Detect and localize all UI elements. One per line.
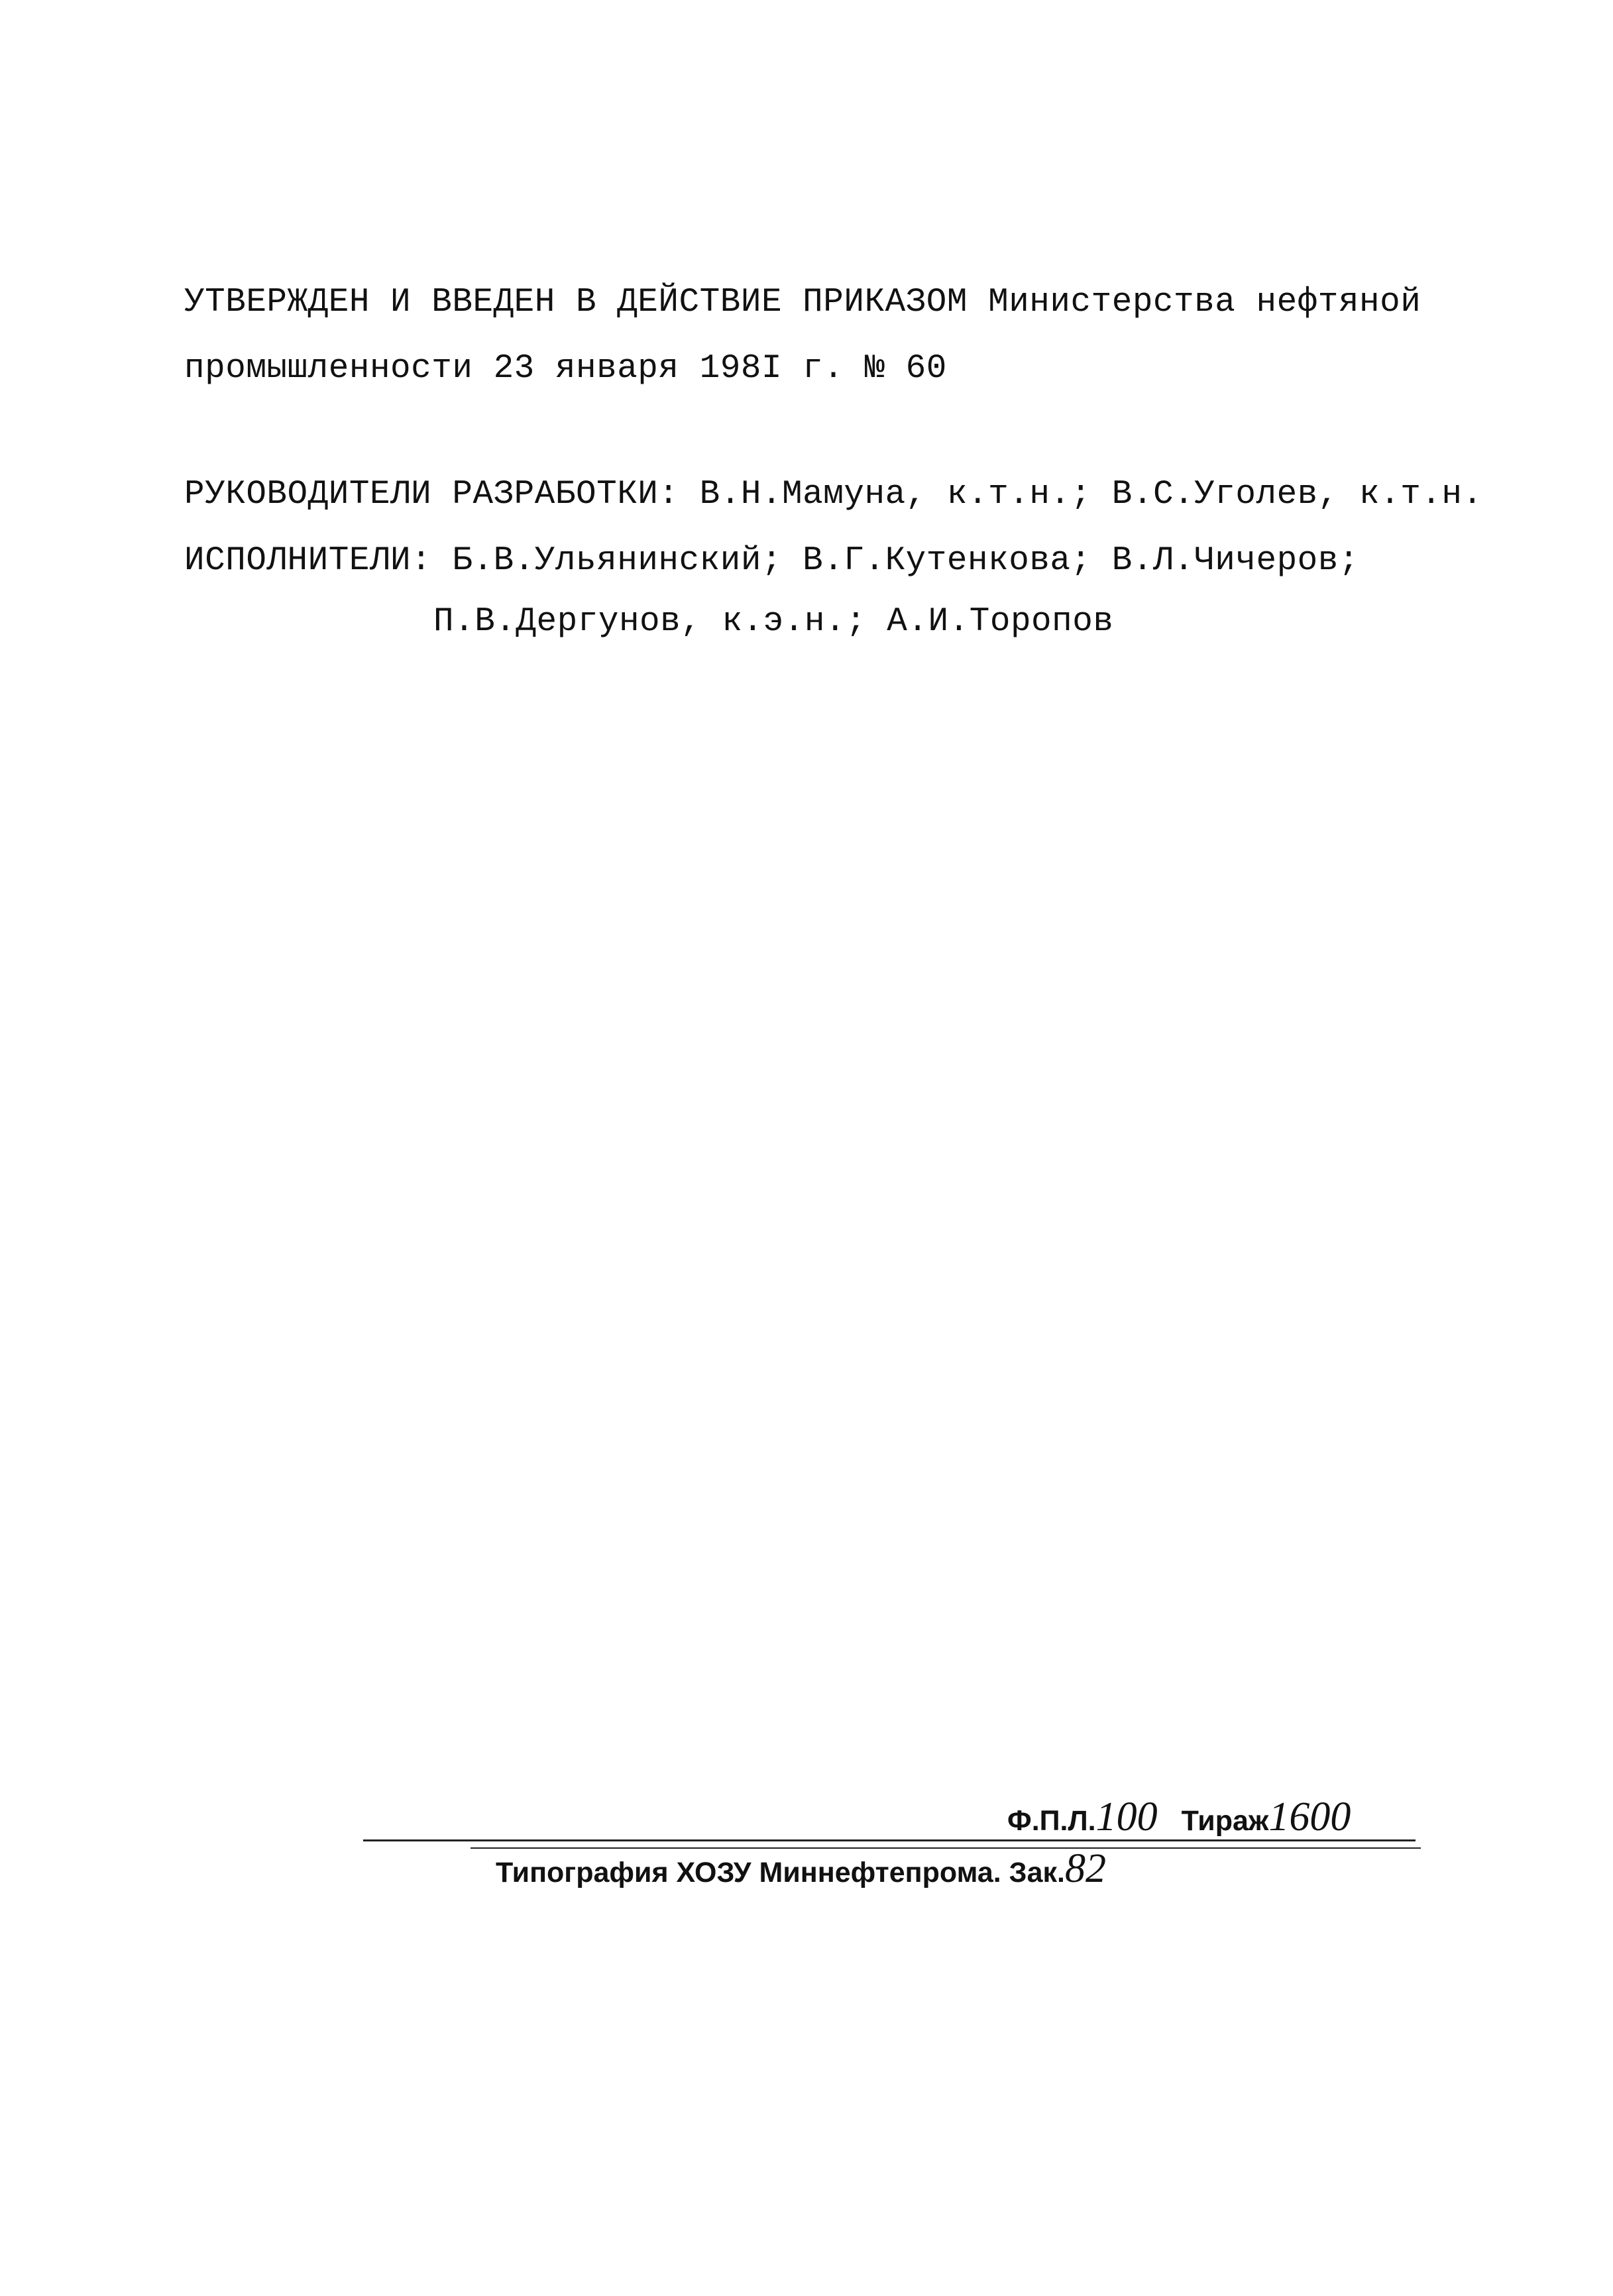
print-stats [1007,1794,1351,1841]
approval-line-1: УТВЕРЖДЕН И ВВЕДЕН В ДЕЙСТВИЕ ПРИКАЗОМ Министерства нефтяной [184,284,1421,321]
sheets-value: 100 [1095,1794,1158,1839]
order-number: 82 [1064,1846,1106,1891]
print-run-value: 1600 [1268,1794,1351,1839]
executors-names-line-2: П.В.Дергунов, к.э.н.; А.И.Торопов [433,603,1114,641]
approval-line-2: промышленности 23 января 198I г. № 60 [184,350,947,388]
printing-house-label: Типография ХОЗУ Миннефтепрома. Зак. [496,1857,1065,1888]
printing-house [496,1846,1106,1892]
executors-label: ИСПОЛНИТЕЛИ: [184,542,432,580]
development-heads-label: РУКОВОДИТЕЛИ РАЗРАБОТКИ: [184,476,679,514]
development-heads-names: В.Н.Мамуна, к.т.н.; В.С.Уголев, к.т.н. [699,476,1483,514]
executors-names-line-1: Б.В.Ульянинский; В.Г.Кутенкова; В.Л.Чичеров; [452,542,1359,580]
sheets-label: Ф.П.Л. [1007,1805,1096,1837]
executors [184,540,1359,582]
development-heads [184,474,1483,516]
imprint-divider-top [363,1839,1416,1841]
print-run-label: Тираж [1181,1805,1269,1837]
